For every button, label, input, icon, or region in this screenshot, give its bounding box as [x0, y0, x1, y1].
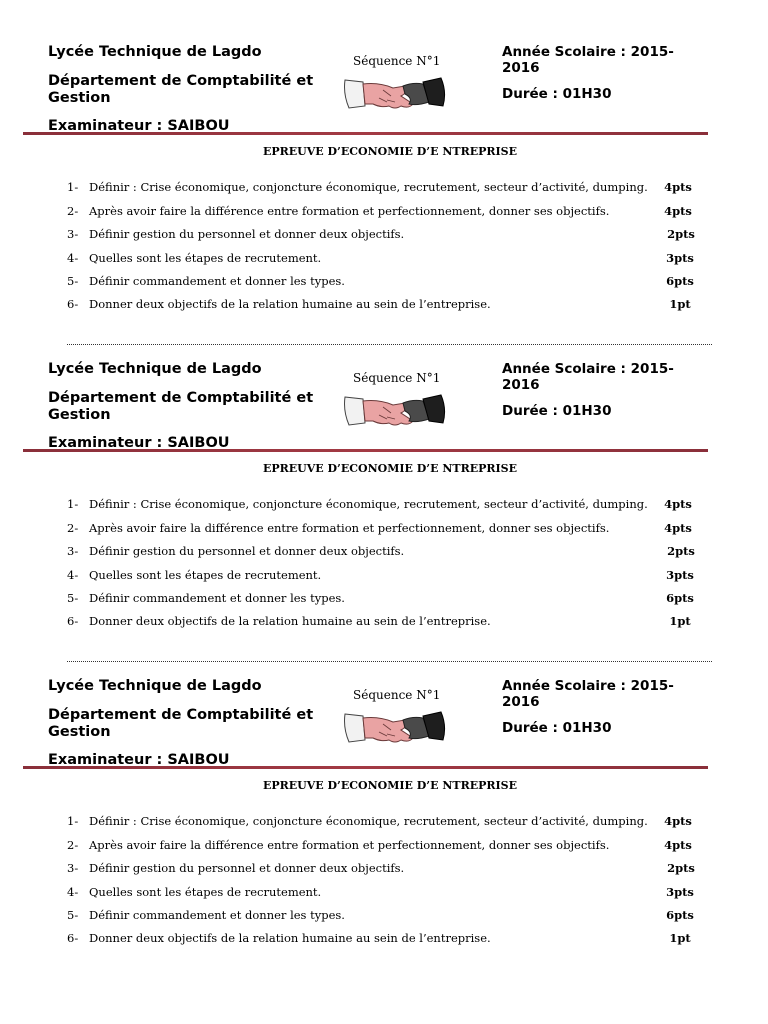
- question-text: Définir : Crise économique, conjoncture économique, recrutement, secteur d’activité, dumping.: [89, 497, 648, 511]
- question-number: 2-: [67, 838, 79, 852]
- exam-title: EPREUVE D’ECONOMIE D’E NTREPRISE: [262, 462, 518, 475]
- question-points: 2pts: [667, 544, 695, 558]
- question-points: 4pts: [664, 180, 692, 194]
- question-points: 4pts: [664, 497, 692, 511]
- sequence-label: Séquence N°1: [353, 54, 441, 68]
- question-number: 1-: [67, 180, 79, 194]
- question-text: Définir gestion du personnel et donner deux objectifs.: [89, 227, 405, 241]
- question-points: 3pts: [666, 568, 694, 582]
- question-number: 2-: [67, 521, 79, 535]
- exam-copy-3: [0, 678, 768, 988]
- exam-copy-2: [0, 361, 768, 671]
- question-text: Donner deux objectifs de la relation humaine au sein de l’entreprise.: [89, 931, 491, 945]
- question-number: 1-: [67, 497, 79, 511]
- header-divider: [23, 766, 708, 769]
- question-points: 2pts: [667, 227, 695, 241]
- question-points: 6pts: [666, 591, 694, 605]
- question-number: 1-: [67, 814, 79, 828]
- question-points: 3pts: [666, 251, 694, 265]
- exam-title: EPREUVE D’ECONOMIE D’E NTREPRISE: [262, 779, 518, 792]
- handshake-icon: [343, 76, 447, 112]
- question-text: Après avoir faire la différence entre formation et perfectionnement, donner ses objectifs.: [89, 204, 610, 218]
- cut-line: [67, 657, 712, 662]
- question-number: 4-: [67, 885, 79, 899]
- department-name: Département de Comptabilité et Gestion: [48, 390, 314, 423]
- question-text: Définir commandement et donner les types.: [89, 908, 345, 922]
- department-name: Département de Comptabilité et Gestion: [48, 707, 314, 740]
- question-number: 6-: [67, 297, 79, 311]
- header-divider: [23, 449, 708, 452]
- question-text: Définir commandement et donner les types.: [89, 591, 345, 605]
- examiner-name: Examinateur : SAIBOU: [48, 752, 230, 764]
- header-divider: [23, 132, 708, 135]
- question-text: Quelles sont les étapes de recrutement.: [89, 568, 322, 582]
- question-text: Définir commandement et donner les types.: [89, 274, 345, 288]
- question-number: 6-: [67, 614, 79, 628]
- question-number: 2-: [67, 204, 79, 218]
- examiner-name: Examinateur : SAIBOU: [48, 435, 230, 447]
- question-text: Quelles sont les étapes de recrutement.: [89, 885, 322, 899]
- question-text: Donner deux objectifs de la relation humaine au sein de l’entreprise.: [89, 297, 491, 311]
- question-points: 4pts: [664, 838, 692, 852]
- school-name: Lycée Technique de Lagdo: [48, 678, 262, 694]
- question-points: 6pts: [666, 274, 694, 288]
- question-text: Après avoir faire la différence entre formation et perfectionnement, donner ses objectifs.: [89, 838, 610, 852]
- header-left: [48, 678, 318, 764]
- exam-copy-1: [0, 44, 768, 354]
- header-left: [48, 44, 318, 130]
- question-points: 1pt: [669, 297, 691, 311]
- sequence-label: Séquence N°1: [353, 688, 441, 702]
- header-left: [48, 361, 318, 447]
- question-number: 4-: [67, 568, 79, 582]
- question-points: 4pts: [664, 521, 692, 535]
- exam-duration: Durée : 01H30: [502, 86, 612, 102]
- exam-title: EPREUVE D’ECONOMIE D’E NTREPRISE: [262, 145, 518, 158]
- question-points: 1pt: [669, 614, 691, 628]
- exam-duration: Durée : 01H30: [502, 720, 612, 736]
- question-points: 3pts: [666, 885, 694, 899]
- question-number: 5-: [67, 274, 79, 288]
- question-number: 3-: [67, 544, 79, 558]
- examiner-name: Examinateur : SAIBOU: [48, 118, 230, 130]
- question-points: 4pts: [664, 814, 692, 828]
- question-points: 4pts: [664, 204, 692, 218]
- department-name: Département de Comptabilité et Gestion: [48, 73, 314, 106]
- handshake-icon: [343, 710, 447, 746]
- question-text: Définir gestion du personnel et donner deux objectifs.: [89, 544, 405, 558]
- question-text: Définir gestion du personnel et donner deux objectifs.: [89, 861, 405, 875]
- question-number: 6-: [67, 931, 79, 945]
- question-number: 3-: [67, 227, 79, 241]
- exam-duration: Durée : 01H30: [502, 403, 612, 419]
- question-text: Définir : Crise économique, conjoncture économique, recrutement, secteur d’activité, dumping.: [89, 180, 648, 194]
- question-number: 5-: [67, 908, 79, 922]
- question-number: 4-: [67, 251, 79, 265]
- school-year: Année Scolaire : 2015-2016: [502, 678, 674, 710]
- question-points: 2pts: [667, 861, 695, 875]
- question-number: 3-: [67, 861, 79, 875]
- question-text: Donner deux objectifs de la relation humaine au sein de l’entreprise.: [89, 614, 491, 628]
- school-year: Année Scolaire : 2015-2016: [502, 361, 674, 393]
- sequence-label: Séquence N°1: [353, 371, 441, 385]
- school-year: Année Scolaire : 2015-2016: [502, 44, 674, 76]
- question-points: 6pts: [666, 908, 694, 922]
- question-text: Après avoir faire la différence entre formation et perfectionnement, donner ses objectifs.: [89, 521, 610, 535]
- question-text: Définir : Crise économique, conjoncture économique, recrutement, secteur d’activité, dumping.: [89, 814, 648, 828]
- school-name: Lycée Technique de Lagdo: [48, 361, 262, 377]
- school-name: Lycée Technique de Lagdo: [48, 44, 262, 60]
- cut-line: [67, 340, 712, 345]
- question-number: 5-: [67, 591, 79, 605]
- question-text: Quelles sont les étapes de recrutement.: [89, 251, 322, 265]
- question-points: 1pt: [669, 931, 691, 945]
- handshake-icon: [343, 393, 447, 429]
